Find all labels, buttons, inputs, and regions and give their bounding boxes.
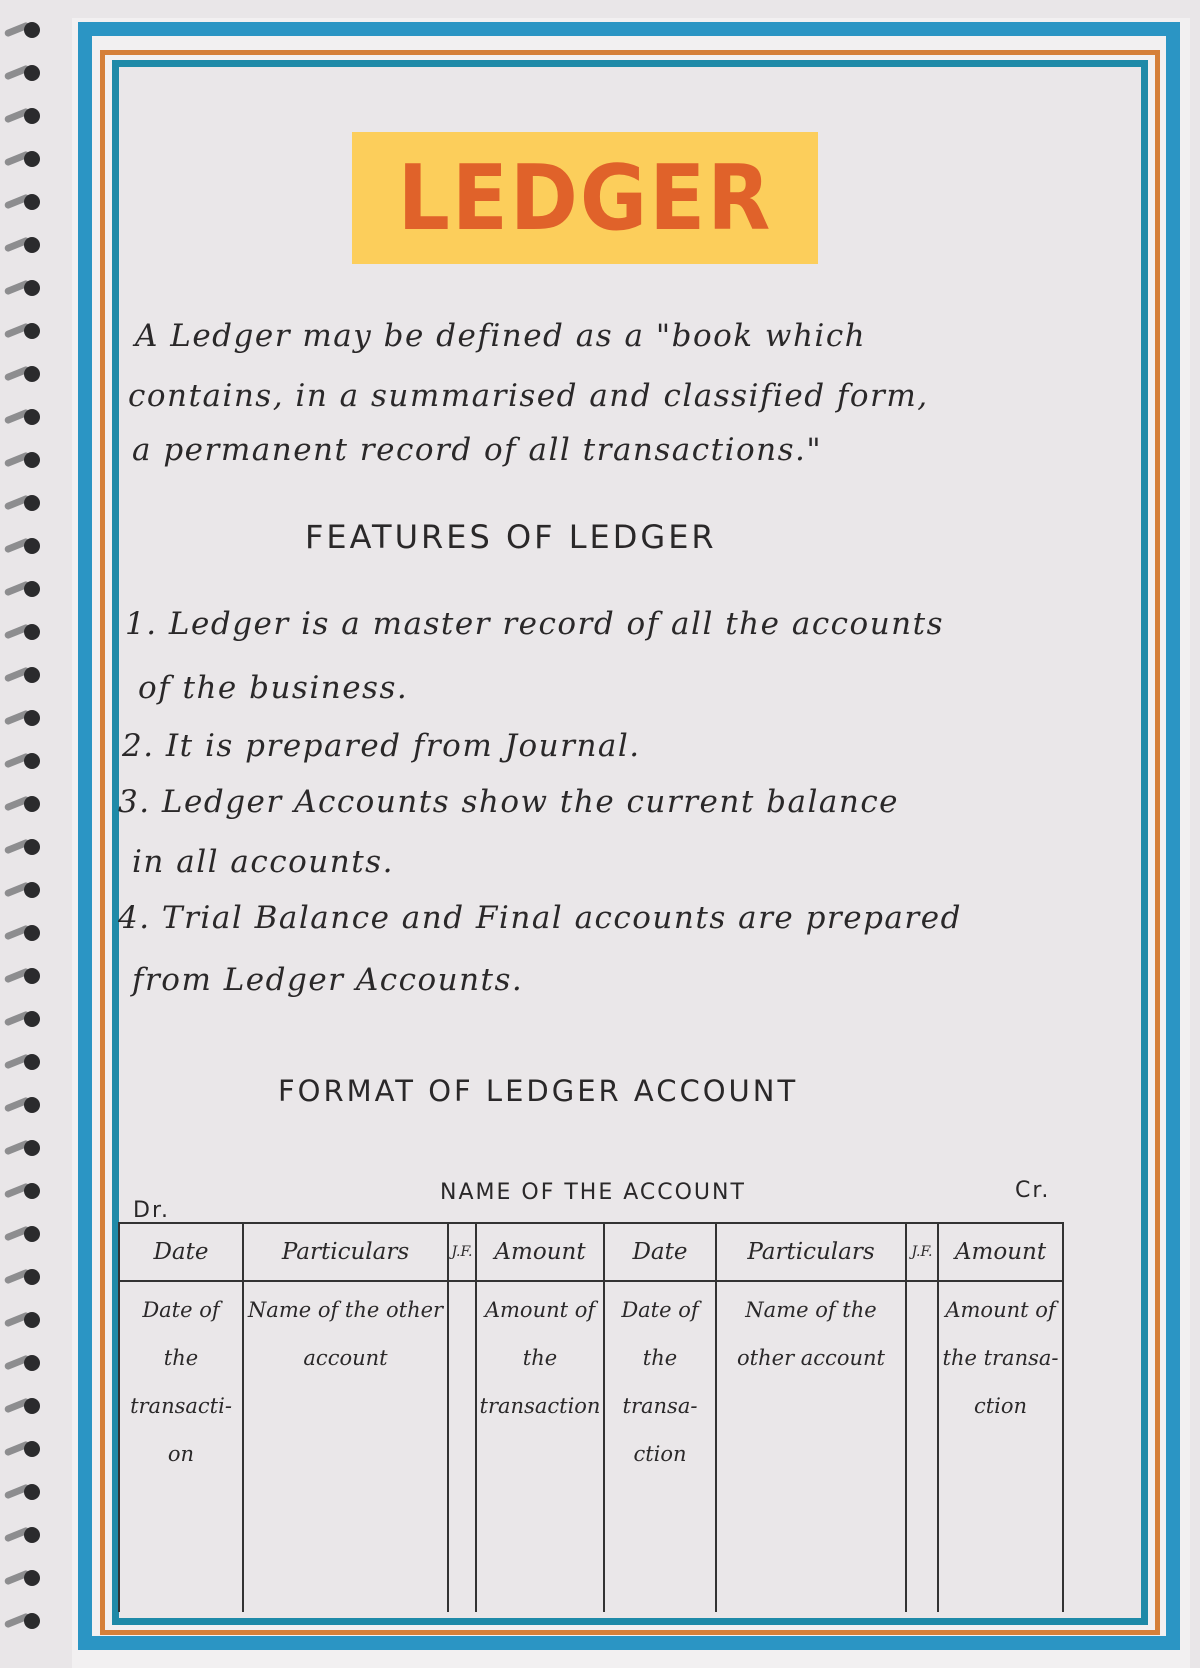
cell-dr-particulars: Name of the other account xyxy=(243,1281,448,1612)
column-header-dr-jf: J.F. xyxy=(448,1223,476,1281)
table-header-row xyxy=(119,1223,1063,1281)
spiral-ring-icon xyxy=(4,708,38,728)
table-row xyxy=(119,1281,1063,1612)
cell-cr-date: Date of the transa-ction xyxy=(604,1281,716,1612)
spiral-ring-icon xyxy=(4,63,38,83)
column-header-cr-jf: J.F. xyxy=(906,1223,938,1281)
feature-line: of the business. xyxy=(138,670,409,706)
spiral-ring-icon xyxy=(4,751,38,771)
spiral-ring-icon xyxy=(4,622,38,642)
spiral-ring-icon xyxy=(4,1267,38,1287)
page-title: LEDGER xyxy=(397,145,773,251)
definition-line: a permanent record of all transactions." xyxy=(132,432,823,468)
spiral-ring-icon xyxy=(4,149,38,169)
spiral-ring-icon xyxy=(4,106,38,126)
spiral-ring-icon xyxy=(4,450,38,470)
title-banner xyxy=(352,132,818,264)
ledger-format-table xyxy=(118,1222,1064,1612)
credit-label: Cr. xyxy=(1015,1178,1051,1203)
feature-line: 3. Ledger Accounts show the current balance xyxy=(118,784,900,820)
feature-line: 2. It is prepared from Journal. xyxy=(122,728,641,764)
definition-line: contains, in a summarised and classified form, xyxy=(128,378,929,414)
spiral-ring-icon xyxy=(4,1310,38,1330)
spiral-ring-icon xyxy=(4,880,38,900)
format-heading: FORMAT OF LEDGER ACCOUNT xyxy=(278,1074,799,1108)
spiral-ring-icon xyxy=(4,966,38,986)
feature-line: from Ledger Accounts. xyxy=(132,962,524,998)
account-name-label: NAME OF THE ACCOUNT xyxy=(440,1180,746,1205)
cell-dr-date: Date of the transacti-on xyxy=(119,1281,243,1612)
spiral-ring-icon xyxy=(4,1353,38,1373)
spiral-ring-icon xyxy=(4,1052,38,1072)
spiral-ring-icon xyxy=(4,321,38,341)
features-heading: FEATURES OF LEDGER xyxy=(305,518,717,556)
spiral-ring-icon xyxy=(4,364,38,384)
spiral-ring-icon xyxy=(4,1009,38,1029)
cell-dr-amount: Amount of the transaction xyxy=(476,1281,604,1612)
cell-cr-jf xyxy=(906,1281,938,1612)
spiral-ring-icon xyxy=(4,1439,38,1459)
spiral-ring-icon xyxy=(4,1396,38,1416)
spiral-ring-icon xyxy=(4,1095,38,1115)
definition-line: A Ledger may be defined as a "book which xyxy=(135,318,867,354)
cell-cr-particulars: Name of the other account xyxy=(716,1281,906,1612)
spiral-ring-icon xyxy=(4,1138,38,1158)
spiral-ring-icon xyxy=(4,579,38,599)
spiral-ring-icon xyxy=(4,536,38,556)
spiral-ring-icon xyxy=(4,1224,38,1244)
column-header-dr-particulars: Particulars xyxy=(243,1223,448,1281)
column-header-cr-particulars: Particulars xyxy=(716,1223,906,1281)
spiral-ring-icon xyxy=(4,407,38,427)
column-header-dr-amount: Amount xyxy=(476,1223,604,1281)
spiral-ring-icon xyxy=(4,493,38,513)
spiral-ring-icon xyxy=(4,794,38,814)
feature-line: in all accounts. xyxy=(132,844,394,880)
column-header-dr-date: Date xyxy=(119,1223,243,1281)
feature-line: 1. Ledger is a master record of all the accounts xyxy=(125,606,944,642)
column-header-cr-amount: Amount xyxy=(938,1223,1063,1281)
spiral-ring-icon xyxy=(4,923,38,943)
spiral-binding xyxy=(0,20,60,1660)
feature-line: 4. Trial Balance and Final accounts are prepared xyxy=(118,900,962,936)
spiral-ring-icon xyxy=(4,1525,38,1545)
cell-dr-jf xyxy=(448,1281,476,1612)
spiral-ring-icon xyxy=(4,1482,38,1502)
column-header-cr-date: Date xyxy=(604,1223,716,1281)
spiral-ring-icon xyxy=(4,1181,38,1201)
spiral-ring-icon xyxy=(4,665,38,685)
cell-cr-amount: Amount of the transa-ction xyxy=(938,1281,1063,1612)
spiral-ring-icon xyxy=(4,1611,38,1631)
debit-label: Dr. xyxy=(133,1198,170,1223)
spiral-ring-icon xyxy=(4,1568,38,1588)
spiral-ring-icon xyxy=(4,278,38,298)
spiral-ring-icon xyxy=(4,192,38,212)
spiral-ring-icon xyxy=(4,20,38,40)
spiral-ring-icon xyxy=(4,837,38,857)
spiral-ring-icon xyxy=(4,235,38,255)
